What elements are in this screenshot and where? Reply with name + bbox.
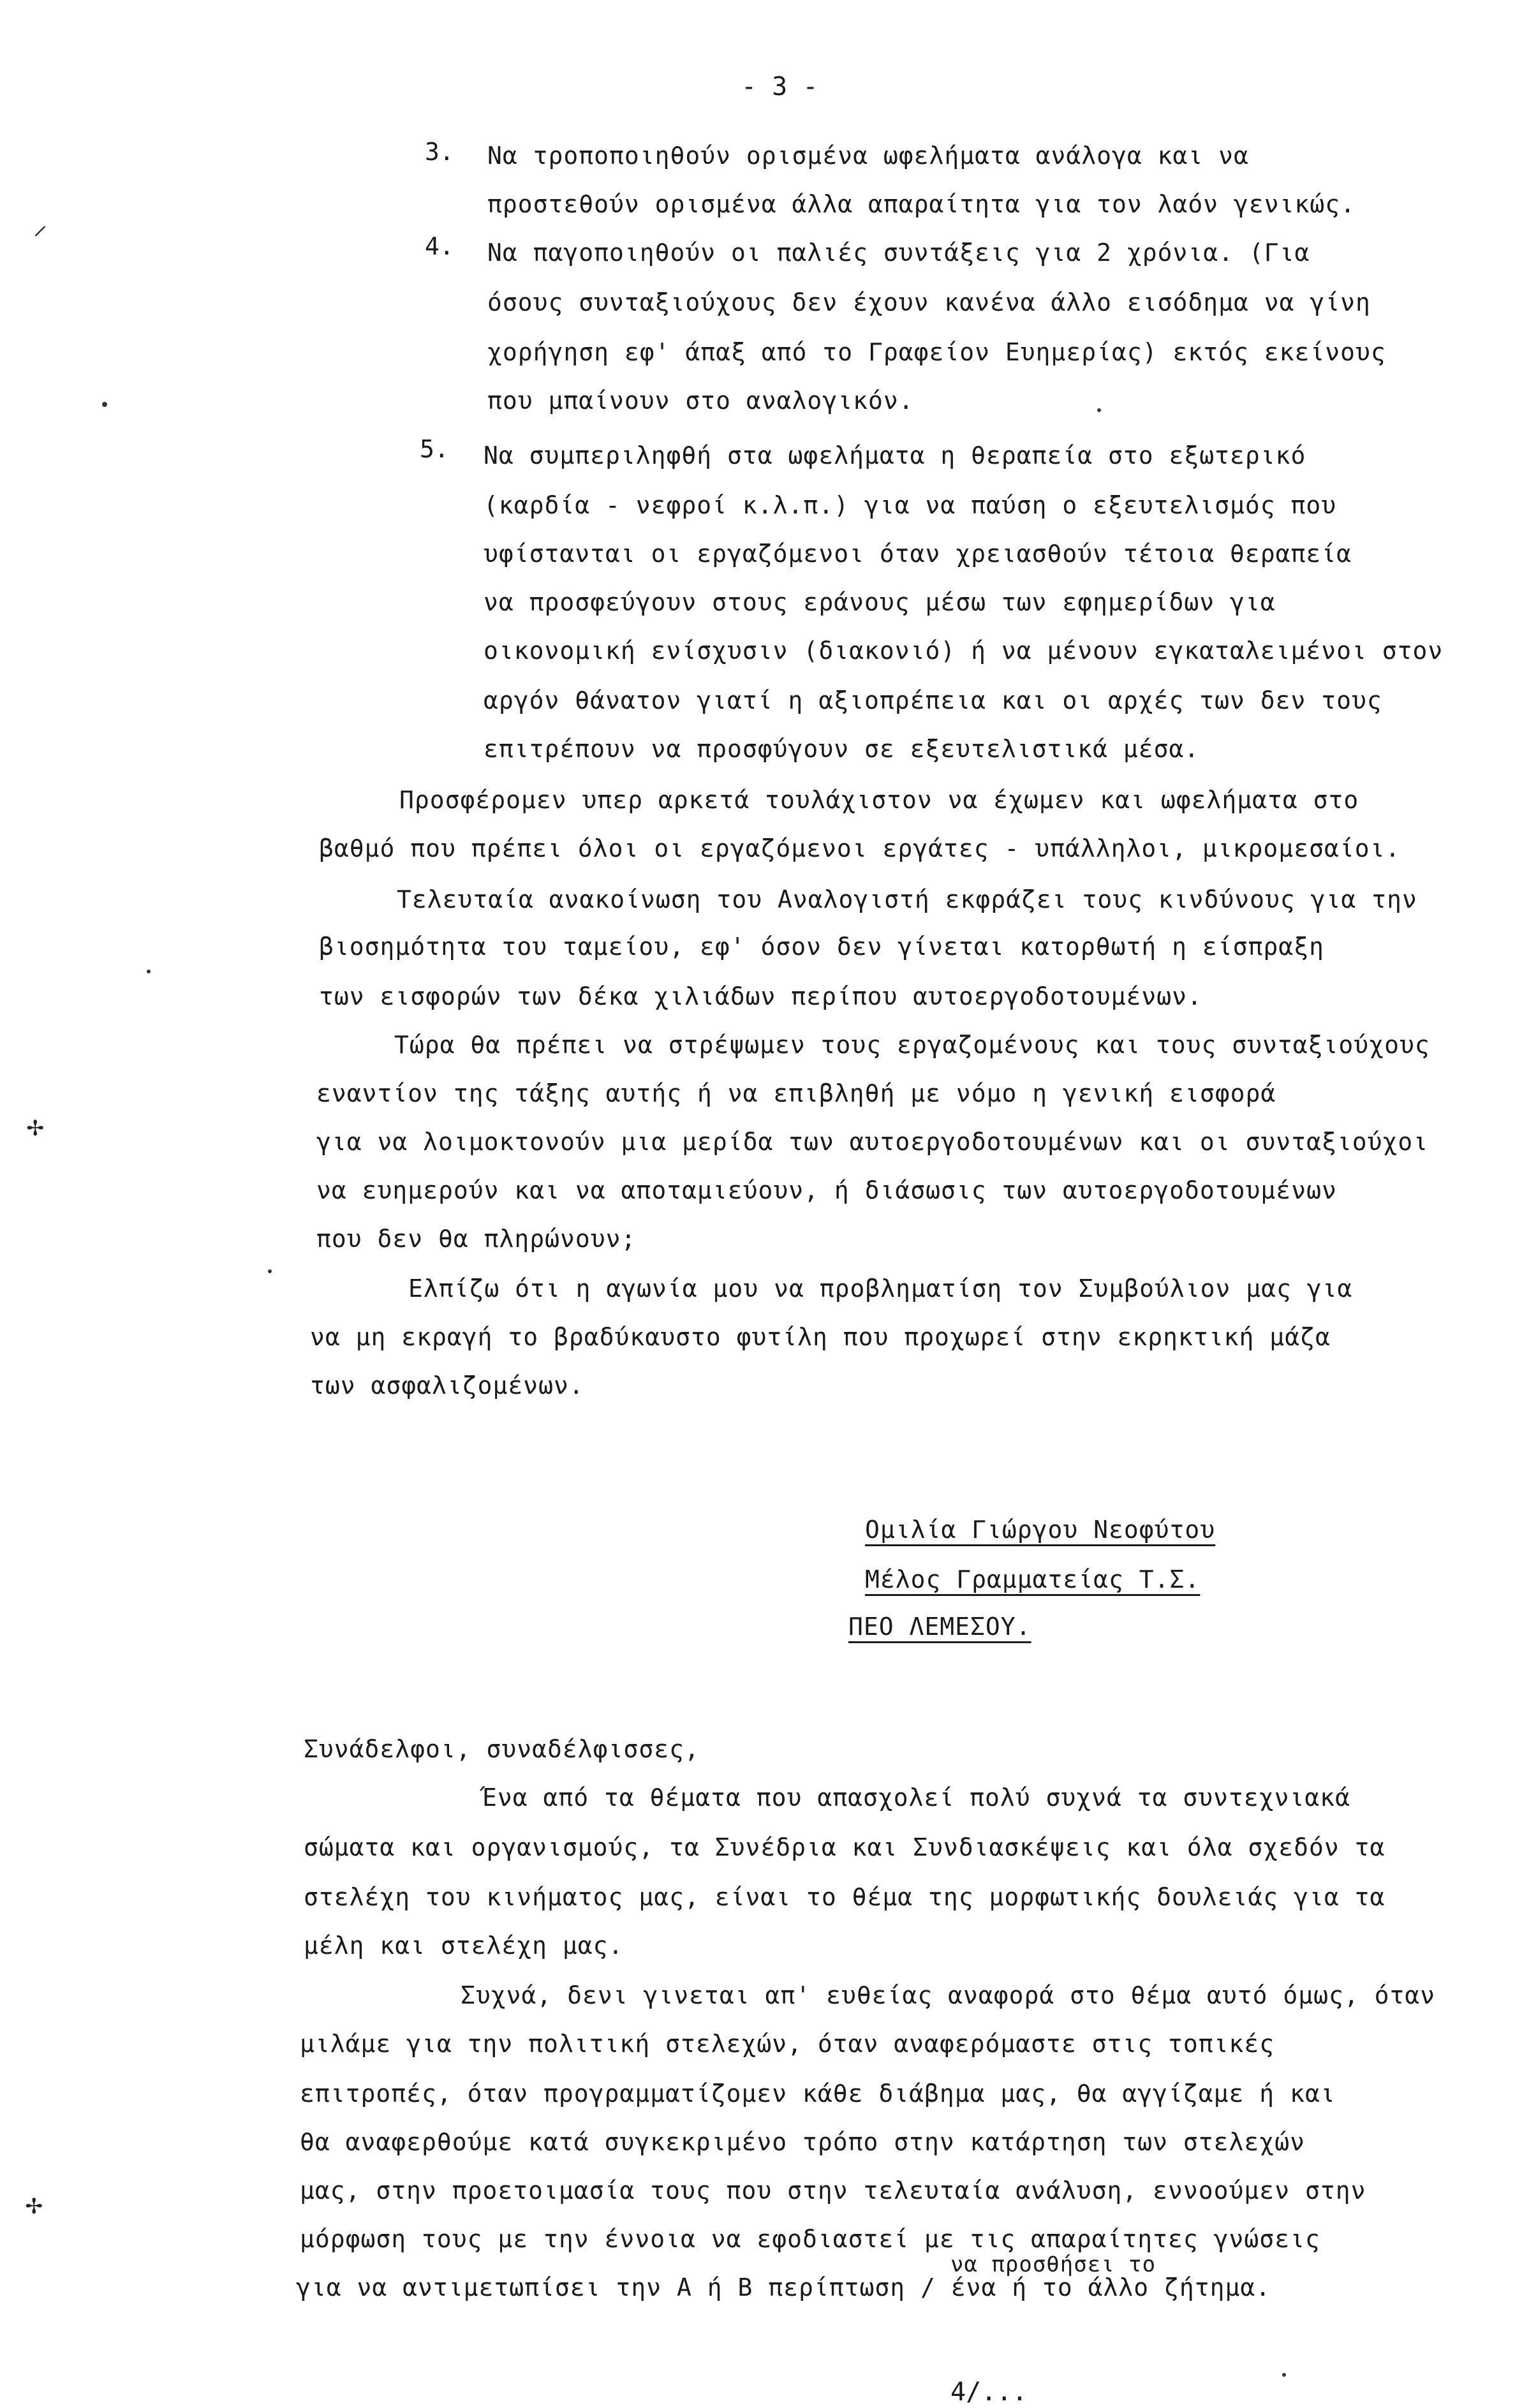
paragraph-line-12: να μη εκραγή το βραδύκαυστο φυτίλη που προχωρεί στην εκρηκτική μάζα — [310, 1323, 1331, 1351]
speech-line-3: στελέχη του κινήματος μας, είναι το θέμα της μορφωτικής δουλειάς για τα — [304, 1883, 1385, 1911]
scan-artifact-mark: ✢ — [27, 1110, 44, 1142]
page-number: - 3 - — [741, 72, 818, 101]
paragraph-line-2: βαθμό που πρέπει όλοι οι εργαζόμενοι εργάτες - υπάλληλοι, μικρομεσαίοι. — [319, 834, 1401, 862]
paragraph-line-1: Προσφέρομεν υπερ αρκετά τουλάχιστον να έχωμεν και ωφελήματα στο — [399, 786, 1359, 814]
scan-artifact-mark: ✢ — [26, 2188, 43, 2220]
paragraph-line-7: εναντίον της τάξης αυτής ή να επιβληθή με νόμο η γενική εισφορά — [316, 1079, 1276, 1107]
item-3-line-2: προστεθούν ορισμένα άλλα απαραίτητα για τον λαόν γενικώς. — [487, 190, 1356, 218]
paragraph-line-9: να ευημερούν και να αποταμιεύουν, ή διάσωσις των αυτοεργοδοτουμένων — [316, 1176, 1337, 1204]
item-5-line-1: Να συμπεριληφθή στα ωφελήματα η θεραπεία στο εξωτερικό — [484, 441, 1306, 469]
item-5-line-3: υφίστανται οι εργαζόμενοι όταν χρειασθούν τέτοια θεραπεία — [484, 540, 1352, 568]
item-5-line-4: να προσφεύγουν στους εράνους μέσω των εφημερίδων για — [484, 588, 1276, 616]
signature-role: Μέλος Γραμματείας Τ.Σ. — [865, 1565, 1201, 1593]
item-5-line-5: οικονομική ενίσχυσιν (διακονιό) ή να μένουν εγκαταλειμένοι στον — [484, 637, 1444, 665]
scan-speck — [268, 1269, 272, 1273]
speech-line-8: θα αναφερθούμε κατά συγκεκριμένο τρόπο στην κατάρτηση των στελεχών — [300, 2128, 1305, 2156]
item-4-line-2: όσους συνταξιούχους δεν έχουν κανένα άλλο εισόδημα να γίνη — [487, 288, 1371, 316]
item-4-line-4: που μπαίνουν στο αναλογικόν. — [487, 387, 914, 415]
speech-line-7: επιτροπές, όταν προγραμματίζομεν κάθε διάβημα μας, θα αγγίζαμε ή και — [300, 2079, 1336, 2108]
item-4-line-1: Να παγοποιηθούν οι παλιές συντάξεις για 2 χρόνια. (Για — [487, 239, 1310, 267]
paragraph-line-13: των ασφαλιζομένων. — [310, 1371, 584, 1400]
paragraph-line-11: Ελπίζω ότι η αγωνία μου να προβληματίση τον Συμβούλιον μας για — [408, 1274, 1353, 1303]
speech-interlinear-insert: να προσθήσει το — [950, 2252, 1156, 2277]
continuation-footer: 4/... — [950, 2377, 1028, 2407]
item-number-4: 4. — [425, 232, 454, 260]
speech-line-6: μιλάμε για την πολιτική στελεχών, όταν αναφερόμαστε στις τοπικές — [300, 2030, 1275, 2058]
signature-org: ΠΕΟ ΛΕΜΕΣΟΥ. — [848, 1613, 1031, 1641]
item-number-5: 5. — [420, 435, 449, 463]
paragraph-line-4: βιοσημότητα του ταμείου, εφ' όσον δεν γίνεται κατορθωτή η είσπραξη — [319, 933, 1324, 961]
paragraph-line-8: για να λοιμοκτονούν μια μερίδα των αυτοεργοδοτουμένων και οι συνταξιούχοι — [316, 1128, 1429, 1156]
paragraph-line-3: Τελευταία ανακοίνωση του Αναλογιστή εκφράζει τους κινδύνους για την — [397, 885, 1417, 913]
item-5-line-6: αργόν θάνατον γιατί η αξιοπρέπεια και οι αρχές των δεν τους — [484, 686, 1382, 714]
speech-line-1: Ένα από τα θέματα που απασχολεί πολύ συχνά τα συντεχνιακά — [482, 1784, 1351, 1812]
item-5-line-7: επιτρέπουν να προσφύγουν σε εξευτελιστικά μέσα. — [484, 735, 1200, 763]
item-4-line-3: χορήγηση εφ' άπαξ από το Γραφείον Ευημερίας) εκτός εκείνους — [487, 338, 1386, 366]
speech-line-11: για να αντιμετωπίσει την Α ή Β περίπτωση / ένα ή το άλλο ζήτημα. — [296, 2273, 1271, 2301]
paragraph-line-10: που δεν θα πληρώνουν; — [316, 1225, 637, 1253]
scan-artifact-mark: ⸝ — [33, 209, 47, 241]
speech-line-5: Συχνά, δενι γινεται απ' ευθείας αναφορά στο θέμα αυτό όμως, όταν — [461, 1981, 1436, 2009]
speech-line-10: μόρφωση τους με την έννοια να εφοδιαστεί με τις απαραίτητες γνώσεις — [300, 2225, 1320, 2253]
scan-speck — [147, 970, 151, 973]
speech-line-9: μας, στην προετοιμασία τους που στην τελευταία ανάλυση, εννοούμεν στην — [300, 2176, 1366, 2205]
scan-speck — [1097, 408, 1101, 412]
speech-line-4: μέλη και στελέχη μας. — [304, 1932, 624, 1960]
signature-name: Ομιλία Γιώργου Νεοφύτου — [865, 1516, 1216, 1544]
paragraph-line-6: Τώρα θα πρέπει να στρέψωμεν τους εργαζομένους και τους συνταξιούχους — [394, 1031, 1430, 1059]
speech-salutation: Συνάδελφοι, συναδέλφισσες, — [304, 1735, 700, 1763]
item-5-line-2: (καρδία - νεφροί κ.λ.π.) για να παύση ο εξευτελισμός που — [484, 491, 1337, 519]
paragraph-line-5: των εισφορών των δέκα χιλιάδων περίπου αυτοεργοδοτουμένων. — [319, 982, 1202, 1010]
item-number-3: 3. — [425, 138, 454, 166]
speech-line-2: σώματα και οργανισμούς, τα Συνέδρια και Συνδιασκέψεις και όλα σχεδόν τα — [304, 1833, 1385, 1861]
scan-speck — [1282, 2373, 1286, 2377]
item-3-line-1: Να τροποποιηθούν ορισμένα ωφελήματα ανάλογα και να — [487, 142, 1249, 170]
scan-speck — [102, 402, 107, 407]
